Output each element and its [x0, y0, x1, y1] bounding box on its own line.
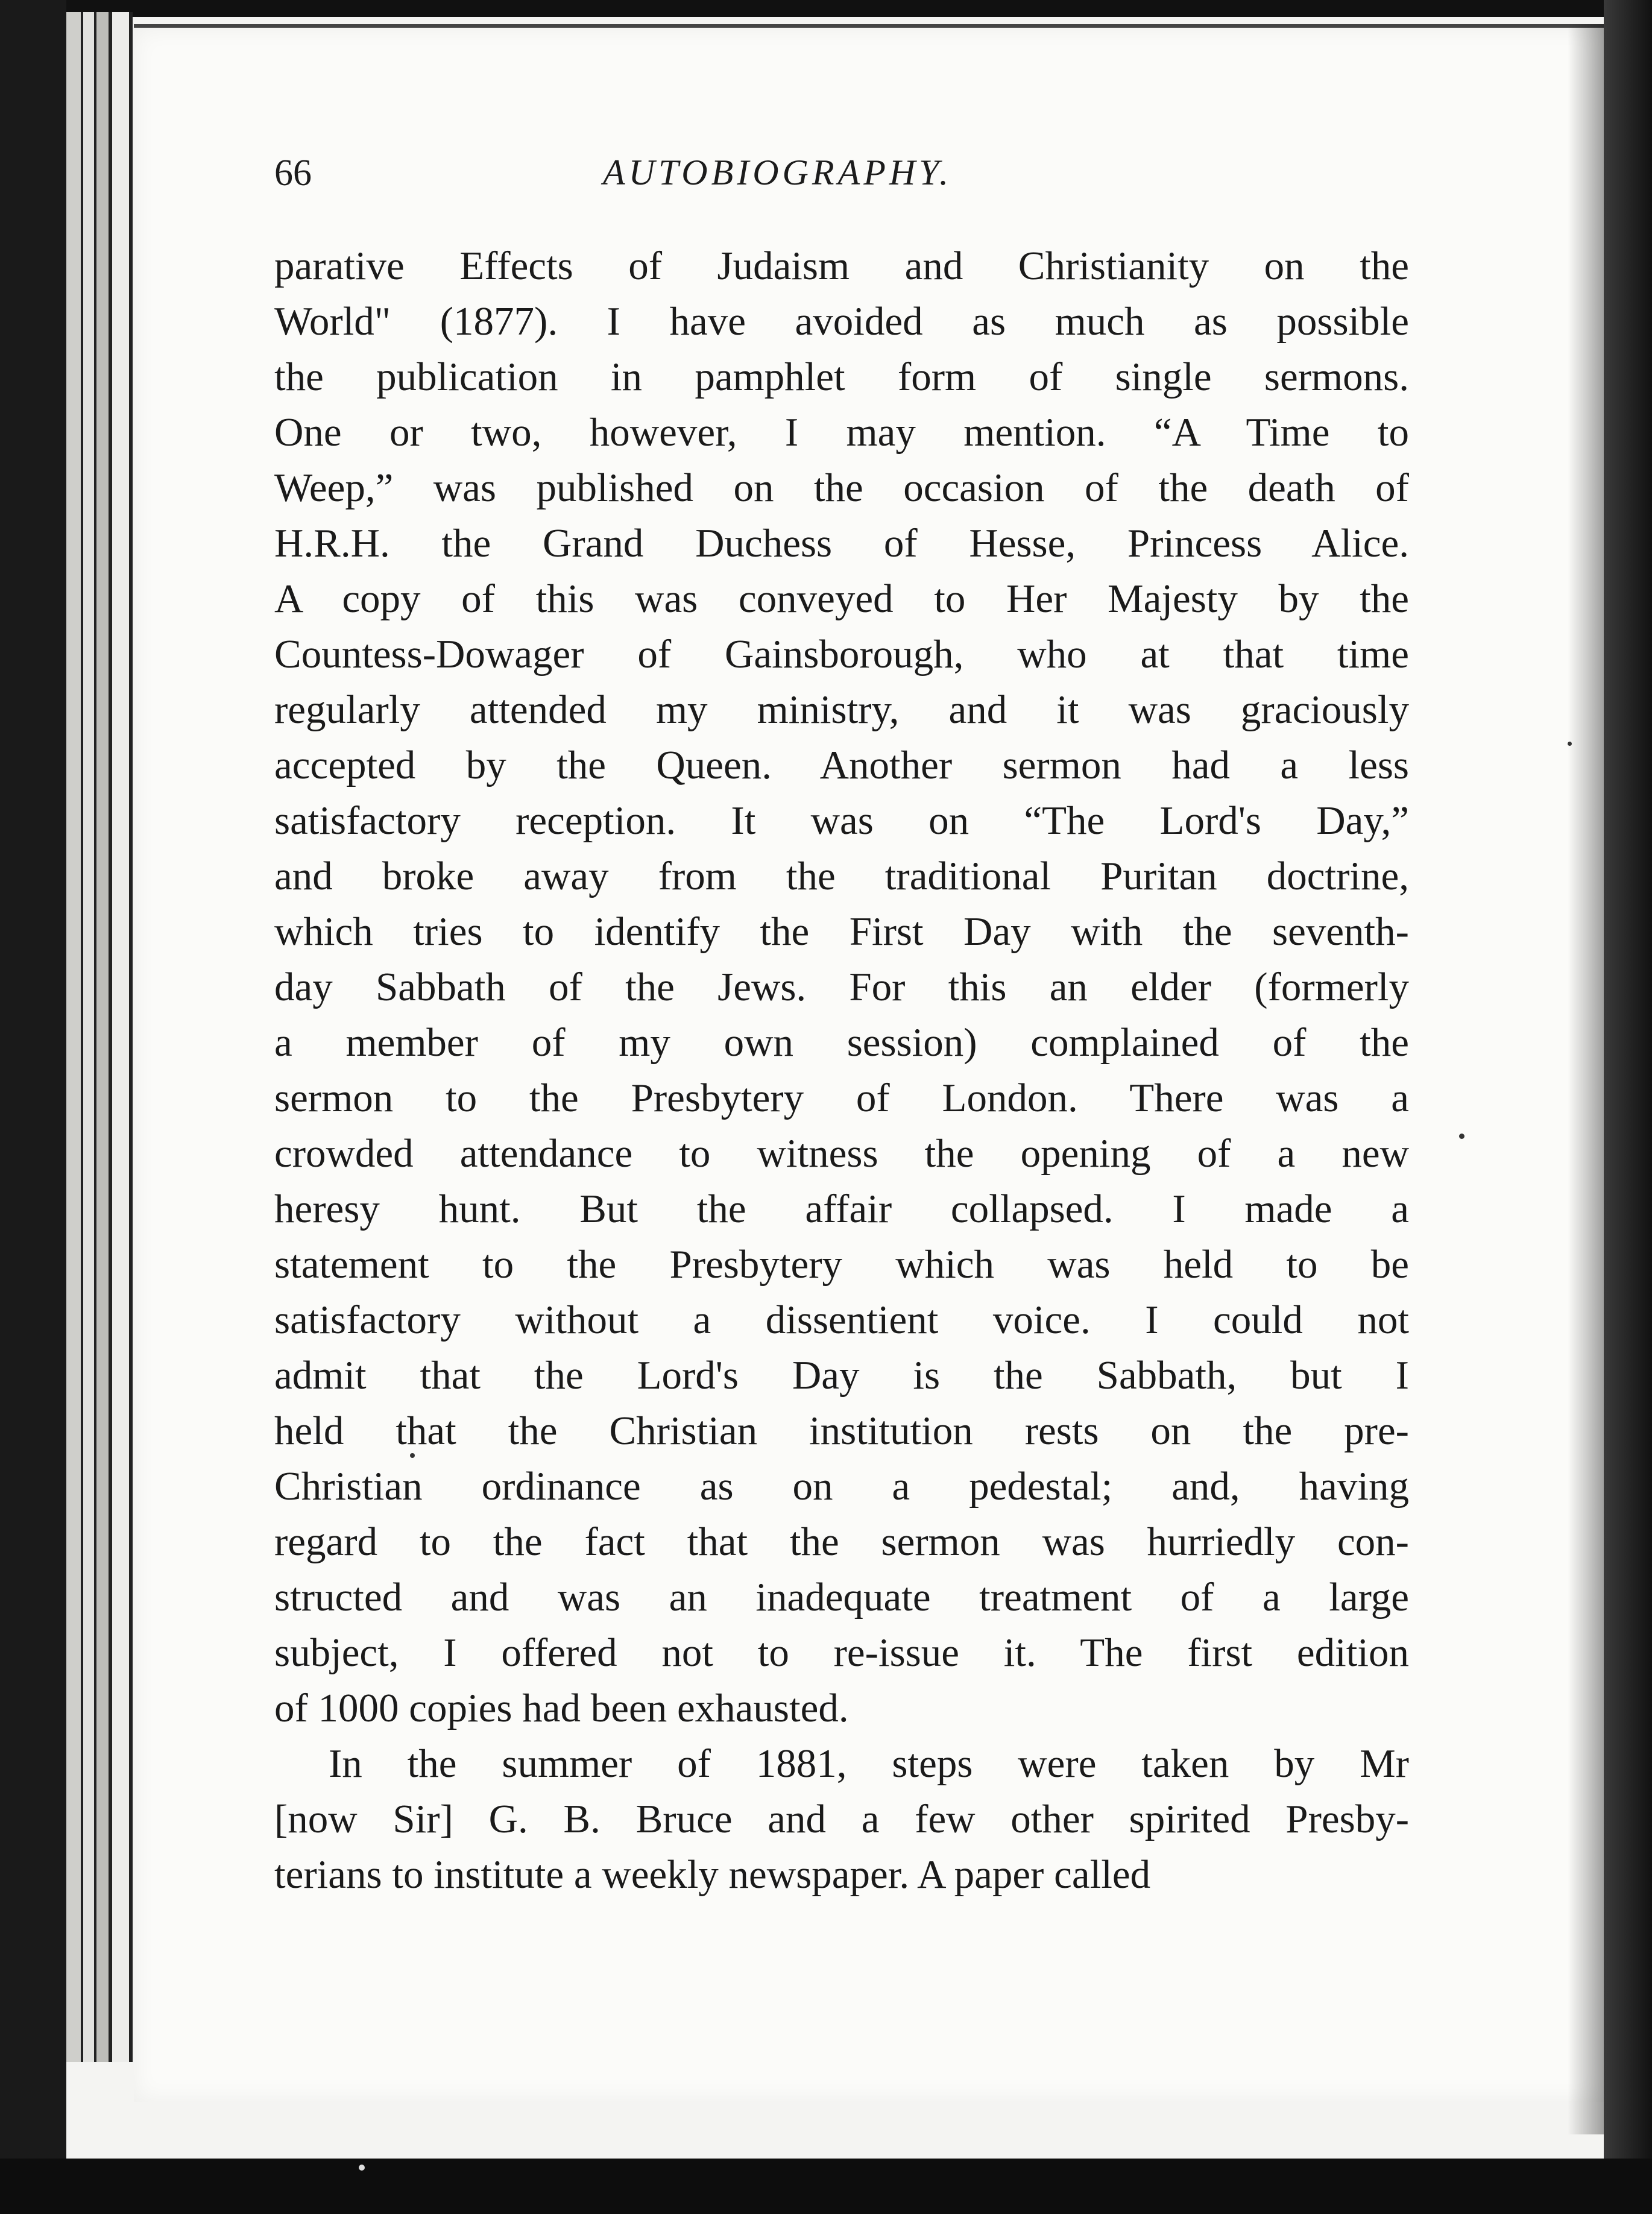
- text-line: [now Sir] G. B. Bruce and a few other spirited Presby-: [274, 1797, 1409, 1841]
- text-line: terians to institute a weekly newspaper. A paper called: [274, 1852, 1151, 1897]
- text-line: A copy of this was conveyed to Her Majesty by the: [274, 576, 1409, 621]
- scan-speck: [1459, 1134, 1464, 1139]
- text-line: and broke away from the traditional Puritan doctrine,: [274, 854, 1409, 898]
- text-line: satisfactory reception. It was on “The Lord's Day,”: [274, 798, 1409, 843]
- book-page-edge: [83, 12, 94, 2062]
- paragraph: [274, 1736, 1409, 1902]
- text-line: crowded attendance to witness the opening of a new: [274, 1131, 1409, 1176]
- text-line: statement to the Presbytery which was held to be: [274, 1242, 1409, 1287]
- text-line: regularly attended my ministry, and it was graciously: [274, 687, 1409, 732]
- text-line: satisfactory without a dissentient voice. I could not: [274, 1298, 1409, 1342]
- page-gutter-shadow: [1568, 24, 1604, 2134]
- book-page-edge: [112, 12, 129, 2062]
- text-line: Weep,” was published on the occasion of the death of: [274, 465, 1409, 510]
- text-line: day Sabbath of the Jews. For this an elder (formerly: [274, 965, 1409, 1009]
- book-page-edge: [96, 12, 109, 2062]
- scan-speck: [1568, 742, 1572, 746]
- book-page-edge: [66, 12, 81, 2062]
- text-line: admit that the Lord's Day is the Sabbath, but I: [274, 1353, 1409, 1398]
- text-line: One or two, however, I may mention. “A Time to: [274, 410, 1409, 455]
- text-line: the publication in pamphlet form of single sermons.: [274, 355, 1409, 399]
- scan-speck: [359, 2165, 365, 2171]
- body-text: [274, 238, 1409, 1902]
- text-line: H.R.H. the Grand Duchess of Hesse, Princess Alice.: [274, 521, 1409, 566]
- page-number: 66: [274, 153, 312, 194]
- text-line: regard to the fact that the sermon was hurriedly con-: [274, 1519, 1409, 1564]
- text-line: subject, I offered not to re-issue it. The first edition: [274, 1630, 1409, 1675]
- scanner-bed-left: [0, 0, 66, 2171]
- text-line: structed and was an inadequate treatment of a large: [274, 1575, 1409, 1620]
- text-line: Countess-Dowager of Gainsborough, who at that time: [274, 632, 1409, 676]
- scanner-bed-top: [0, 0, 1652, 17]
- text-line: a member of my own session) complained of the: [274, 1020, 1409, 1065]
- scanner-bed-bottom: [0, 2159, 1652, 2214]
- text-line: which tries to identify the First Day with the seventh-: [274, 909, 1409, 954]
- text-line: Christian ordinance as on a pedestal; and, having: [274, 1464, 1409, 1509]
- text-line: held that the Christian institution rests on the pre-: [274, 1408, 1409, 1453]
- scanner-bed-right: [1604, 0, 1652, 2171]
- text-line: sermon to the Presbytery of London. There was a: [274, 1076, 1409, 1120]
- scan-speck: [410, 1453, 415, 1458]
- page-header: [274, 145, 1420, 199]
- text-line: parative Effects of Judaism and Christianity on the: [274, 244, 1409, 288]
- running-head: AUTOBIOGRAPHY.: [603, 153, 953, 192]
- paragraph: [274, 238, 1409, 1736]
- book-page-edge-line: [129, 12, 133, 2062]
- text-line: World" (1877). I have avoided as much as possible: [274, 299, 1409, 344]
- text-line: accepted by the Queen. Another sermon had a less: [274, 743, 1409, 787]
- text-line: heresy hunt. But the affair collapsed. I made a: [274, 1187, 1409, 1231]
- text-line: of 1000 copies had been exhausted.: [274, 1686, 849, 1730]
- text-line: In the summer of 1881, steps were taken by Mr: [329, 1741, 1409, 1786]
